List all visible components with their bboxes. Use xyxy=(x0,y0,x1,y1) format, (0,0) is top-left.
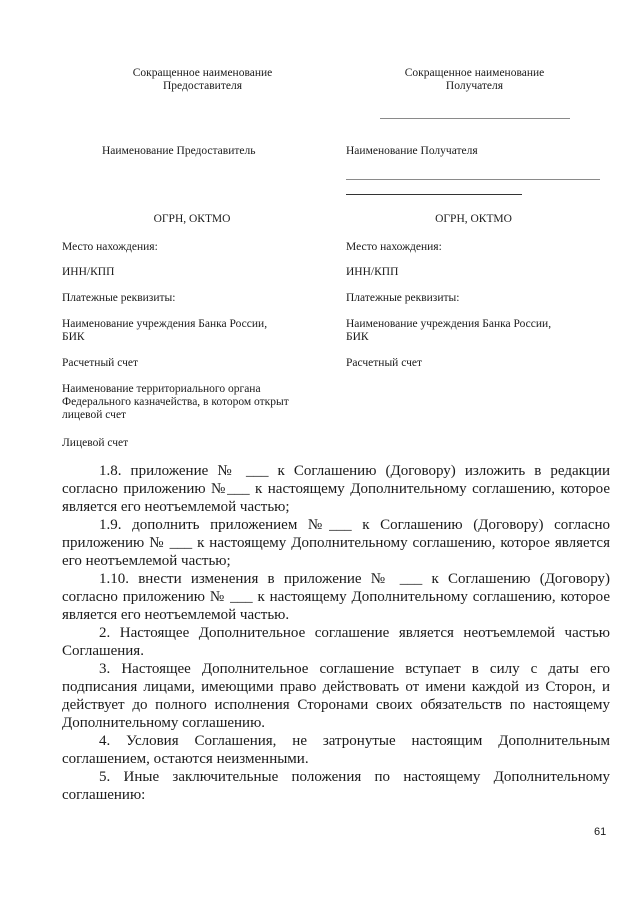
paragraph-1-9: 1.9. дополнить приложением №___ к Соглашению (Договору) согласно приложению № ___ к настоящему Дополнительному соглашению, которое является его неотъемлемой частью; xyxy=(62,517,610,569)
provider-bank: Наименование учреждения Банка России, БИК xyxy=(62,318,268,343)
recipient-payment: Платежные реквизиты: xyxy=(346,292,460,304)
provider-inn: ИНН/КПП xyxy=(62,266,115,278)
paragraph-2: 2. Настоящее Дополнительное соглашение является неотъемлемой частью Соглашения. xyxy=(62,625,610,659)
provider-payment: Платежные реквизиты: xyxy=(62,292,176,304)
recipient-signature-line xyxy=(380,118,570,119)
page-number: 61 xyxy=(594,826,607,838)
paragraph-3: 3. Настоящее Дополнительное соглашение вступает в силу с даты его подписания лицами, имеющими право действовать от имени каждой из Сторон, и действует до полного исполнения Сторонами своих обязательств по настоящему Дополнительному соглашению. xyxy=(62,661,610,731)
recipient-short-name: Сокращенное наименование Получателя xyxy=(404,67,545,92)
provider-account: Расчетный счет xyxy=(62,357,138,369)
paragraph-1-10: 1.10. внести изменения в приложение № ___ к Соглашению (Договору) согласно приложению № ___ к настоящему Дополнительному соглашению, которое является его неотъемлемой частью. xyxy=(62,571,610,623)
paragraph-5: 5. Иные заключительные положения по настоящему Дополнительному соглашению: xyxy=(62,769,610,803)
agreement-body xyxy=(62,462,610,804)
recipient-account: Расчетный счет xyxy=(346,357,422,369)
recipient-inn: ИНН/КПП xyxy=(346,266,399,278)
paragraph-4: 4. Условия Соглашения, не затронутые настоящим Дополнительным соглашением, остаются неизменными. xyxy=(62,733,610,767)
recipient-location: Место нахождения: xyxy=(346,241,442,253)
recipient-name-line-2 xyxy=(346,194,522,195)
provider-personal-account: Лицевой счет xyxy=(62,437,129,449)
recipient-ogrn: ОГРН, ОКТМО xyxy=(435,213,512,225)
provider-treasury: Наименование территориального органа Федерального казначейства, в котором открыт лицевой счет xyxy=(62,383,289,421)
provider-short-name: Сокращенное наименование Предоставителя xyxy=(132,67,273,92)
recipient-name: Наименование Получателя xyxy=(346,145,478,157)
provider-ogrn: ОГРН, ОКТМО xyxy=(153,213,231,225)
provider-name: Наименование Предоставитель xyxy=(102,145,256,157)
paragraph-1-8: 1.8. приложение № ___ к Соглашению (Договору) изложить в редакции согласно приложению №___ к настоящему Дополнительному соглашению, которое является его неотъемлемой частью; xyxy=(62,463,610,515)
recipient-name-line-1 xyxy=(346,179,600,180)
recipient-bank: Наименование учреждения Банка России, БИК xyxy=(346,318,552,343)
provider-location: Место нахождения: xyxy=(62,241,158,253)
